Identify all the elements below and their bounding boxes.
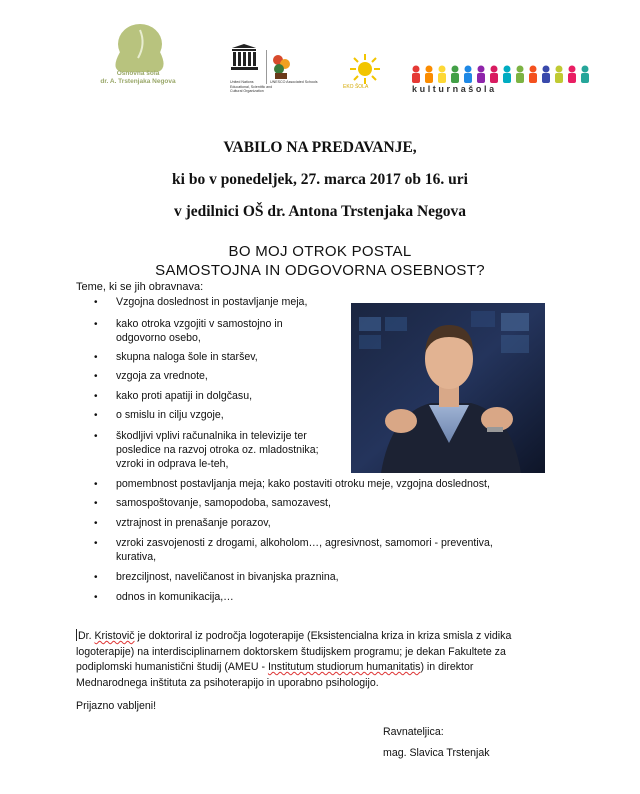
invitation-title: VABILO NA PREDAVANJE,	[223, 139, 417, 156]
bio-line: Dr. Kristovič je doktoriral iz področja logoterapije (Eksistencialna kriza in kriza smisla z vidika	[78, 630, 512, 642]
school-name-line2: dr. A. Trstenjaka Negova	[100, 78, 176, 85]
topics-intro: Teme, ki se jih obravnava:	[76, 281, 204, 293]
bio-line: logoterapije) na interdisciplinarnem doktorskem študijskem programu; je dekan Fakultete za	[76, 645, 506, 658]
school-logo	[80, 22, 200, 104]
school-name-line1: Osnovna šola	[116, 70, 160, 77]
bullet-icon: •	[94, 391, 98, 402]
closing-greeting: Prijazno vabljeni!	[76, 700, 157, 712]
kulturna-sola-label: kulturnašola	[412, 84, 497, 94]
unesco-network-icon	[270, 52, 292, 82]
list-item: • pomembnost postavljanja meja; kako postaviti otroku meje, vzgojna doslednost,	[94, 478, 490, 490]
bio-line: Mednarodnega inštituta za psihoterapijo in uporabno psihologijo.	[76, 676, 379, 689]
school-name	[68, 70, 208, 86]
bio-line: podiplomski humanistični študij (AMEU - Institutum studiorum humanitatis) in direktor	[76, 661, 474, 673]
signature-name: mag. Slavica Trstenjak	[383, 747, 490, 759]
list-item: • odnos in komunikacija,…	[94, 591, 234, 603]
speaker-photo	[351, 303, 545, 473]
institute-name: Institutum studiorum humanitatis	[267, 661, 421, 673]
unesco-separator	[266, 50, 267, 84]
unesco-text: United Nations Educational, Scientific and Cultural Organization	[230, 80, 273, 93]
bullet-icon: •	[94, 592, 98, 603]
list-item: • vzgoja za vrednote,	[94, 370, 208, 382]
bullet-icon: •	[94, 371, 98, 382]
bullet-icon: •	[94, 538, 98, 549]
bullet-icon: •	[94, 297, 98, 308]
list-item: • kako proti apatiji in dolgčasu,	[94, 390, 253, 402]
invitation-date: ki bo v ponedeljek, 27. marca 2017 ob 16. uri	[172, 171, 468, 188]
bullet-icon: •	[94, 479, 98, 490]
text-cursor	[76, 629, 77, 641]
list-item: • o smislu in cilju vzgoje,	[94, 409, 224, 421]
list-item-continuation: vzroki in odprava le-teh,	[116, 458, 229, 470]
bullet-icon: •	[94, 498, 98, 509]
list-item: • vztrajnost in prenašanje porazov,	[94, 517, 271, 529]
list-item-continuation: kurativa,	[116, 551, 157, 563]
lecture-topic-line2: SAMOSTOJNA IN ODGOVORNA OSEBNOST?	[155, 262, 485, 279]
list-item: • samospoštovanje, samopodoba, samozavest,	[94, 497, 331, 509]
list-item: • kako otroka vzgojiti v samostojno in	[94, 318, 283, 330]
bullet-icon: •	[94, 572, 98, 583]
unesco-network-text: UNESCO Associated Schools	[270, 80, 318, 84]
bullet-icon: •	[94, 431, 98, 442]
list-item: • brezciljnost, naveličanost in bivanjska praznina,	[94, 571, 339, 583]
bullet-icon: •	[94, 319, 98, 330]
list-item: • škodljivi vplivi računalnika in televizije ter	[94, 430, 307, 442]
bullet-icon: •	[94, 518, 98, 529]
list-item-continuation: posledice na razvoj otroka oz. mladostnika;	[116, 444, 319, 456]
bullet-icon: •	[94, 352, 98, 363]
bullet-icon: •	[94, 410, 98, 421]
list-item: • skupna naloga šole in staršev,	[94, 351, 258, 363]
speaker-name: Kristovič	[94, 630, 135, 642]
list-item-continuation: odgovorno osebo,	[116, 332, 201, 344]
list-item: • vzroki zasvojenosti z drogami, alkoholom…, agresivnost, samomori - preventiva,	[94, 537, 493, 549]
speaker-bio	[76, 629, 586, 691]
list-item: • Vzgojna doslednost in postavljanje meja,	[94, 296, 308, 308]
invitation-place: v jedilnici OŠ dr. Antona Trstenjaka Negova	[173, 203, 467, 220]
lecture-topic-line1: BO MOJ OTROK POSTAL	[228, 243, 412, 260]
eco-school-label: EKO ŠOLA	[343, 84, 369, 90]
signature-role: Ravnateljica:	[383, 726, 444, 738]
